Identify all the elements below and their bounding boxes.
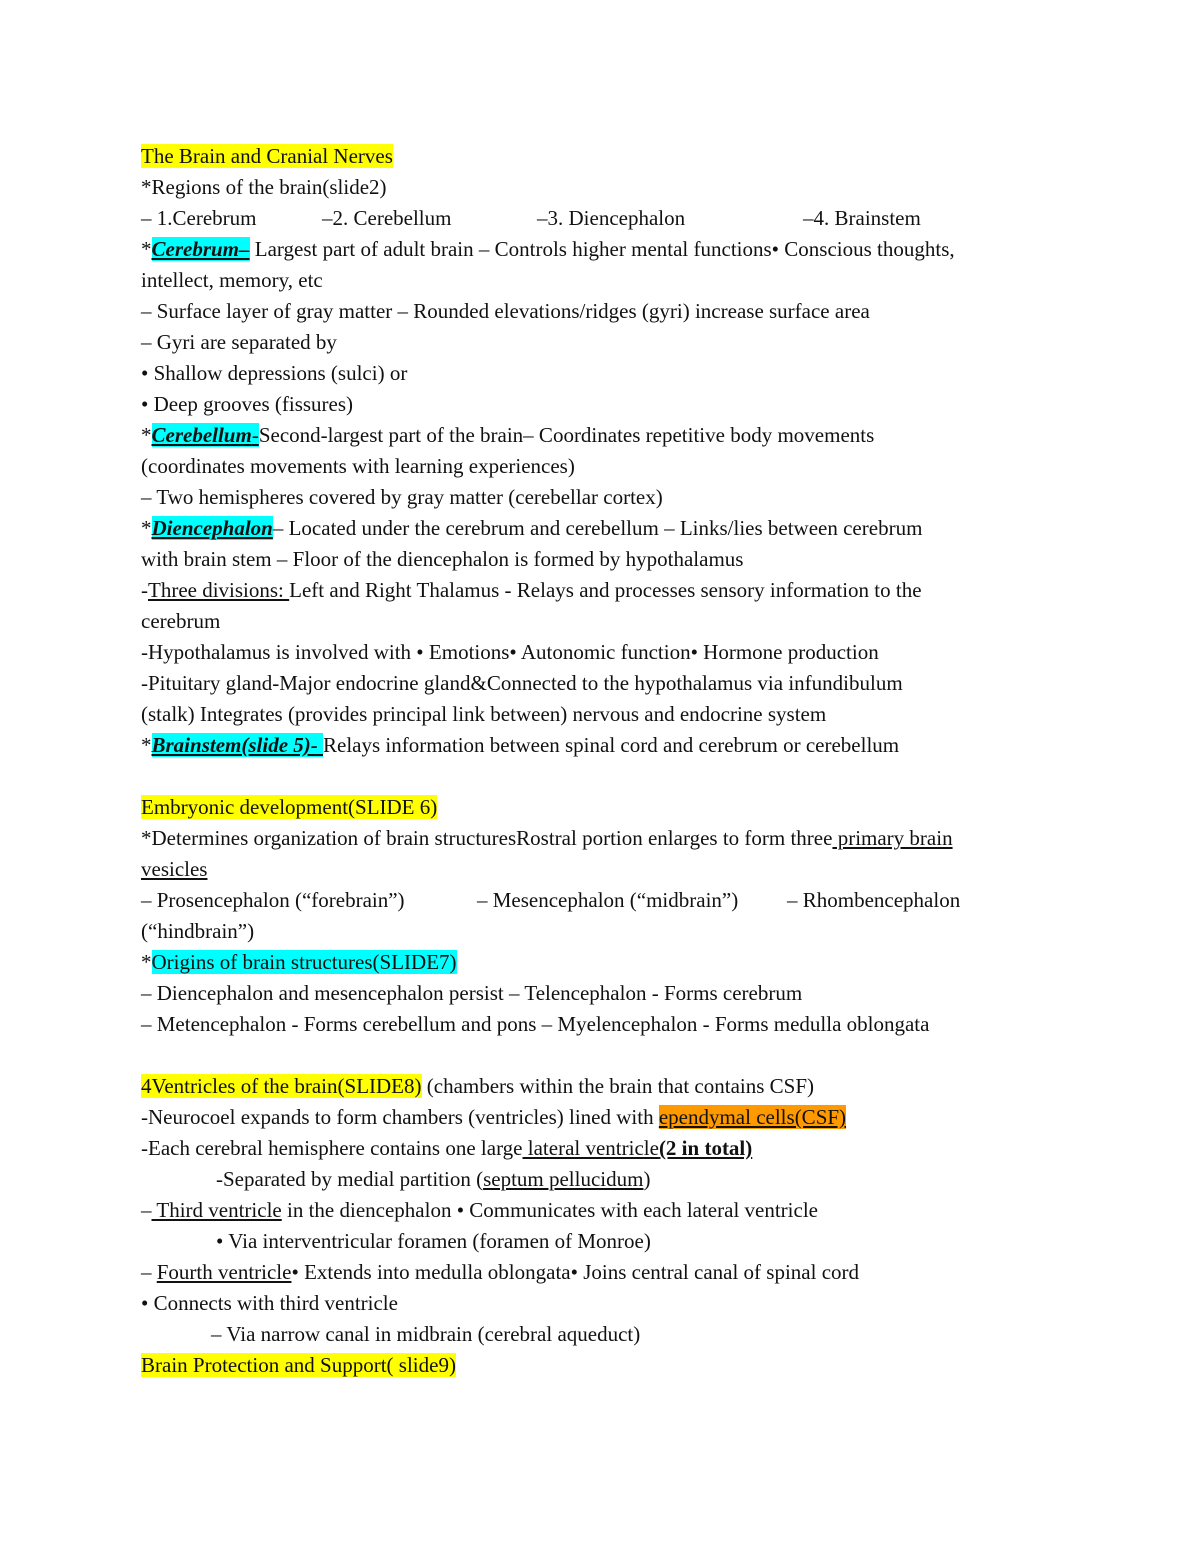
term-dash: - xyxy=(251,423,259,447)
divisions-continued: cerebrum xyxy=(141,609,221,633)
blank-line xyxy=(141,1040,1071,1071)
region-item: –2. Cerebellum xyxy=(322,206,452,230)
third-dash: – xyxy=(141,1198,152,1222)
connects-text: • Connects with third ventricle xyxy=(141,1291,398,1315)
star: * xyxy=(141,950,152,974)
separated-close: ) xyxy=(643,1167,651,1191)
section-title-protection: Brain Protection and Support( slide9) xyxy=(141,1353,456,1377)
sulci-bullet: • Shallow depressions (sulci) or xyxy=(141,361,408,385)
section-title-ventricles: 4Ventricles of the brain(SLIDE8) xyxy=(141,1074,422,1098)
cerebellum-text: Second-largest part of the brain– Coordinates repetitive body movements xyxy=(258,423,875,447)
cerebrum-text: Largest part of adult brain – Controls higher mental functions• Conscious thoughts, xyxy=(249,237,955,261)
regions-heading: *Regions of the brain(slide2) xyxy=(141,175,387,199)
section-title-embryonic: Embryonic development(SLIDE 6) xyxy=(141,795,438,819)
document-body xyxy=(141,141,1071,1381)
pituitary-text: -Pituitary gland-Major endocrine gland&Connected to the hypothalamus via infundibulum xyxy=(141,671,903,695)
septum-text: septum pellucidum xyxy=(483,1167,644,1191)
hindbrain-text: (“hindbrain”) xyxy=(141,919,255,943)
lateral-ventricle-text: lateral ventricle xyxy=(522,1136,659,1160)
metencephalon-text: – Metencephalon - Forms cerebellum and pons – Myelencephalon - Forms medulla oblongata xyxy=(141,1012,930,1036)
blank-line xyxy=(141,761,1071,792)
divisions-dash: - xyxy=(141,578,148,602)
star: * xyxy=(141,423,152,447)
vesicles-text: vesicles xyxy=(141,857,208,881)
section-title-brain: The Brain and Cranial Nerves xyxy=(141,144,393,168)
fissures-bullet: • Deep grooves (fissures) xyxy=(141,392,354,416)
term-diencephalon: Diencephalon xyxy=(151,516,273,540)
neurocoel-text: -Neurocoel expands to form chambers (ventricles) lined with xyxy=(141,1105,659,1129)
via-canal-text: – Via narrow canal in midbrain (cerebral aqueduct) xyxy=(211,1322,641,1346)
fourth-dash: – xyxy=(141,1260,157,1284)
diencephalon-text: – Located under the cerebrum and cerebellum – Links/lies between cerebrum xyxy=(272,516,923,540)
cerebellum-continued: (coordinates movements with learning experiences) xyxy=(141,454,575,478)
hemispheres-text: – Two hemispheres covered by gray matter (cerebellar cortex) xyxy=(141,485,663,509)
cerebrum-continued: intellect, memory, etc xyxy=(141,268,323,292)
gyri-separated-text: – Gyri are separated by xyxy=(141,330,337,354)
region-item: – 1.Cerebrum xyxy=(141,206,257,230)
region-item: –4. Brainstem xyxy=(803,206,921,230)
ependymal-text: ependymal cells(CSF) xyxy=(658,1105,847,1129)
origins-heading: Origins of brain structures(SLIDE7) xyxy=(151,950,457,974)
divisions-label: Three divisions: xyxy=(148,578,290,602)
vesicle-list xyxy=(141,885,1071,916)
brainstem-text: Relays information between spinal cord and cerebrum or cerebellum xyxy=(323,733,900,757)
vesicle-item: – Prosencephalon (“forebrain”) xyxy=(141,888,405,912)
star: * xyxy=(141,516,152,540)
each-hemisphere-text: -Each cerebral hemisphere contains one large xyxy=(141,1136,523,1160)
term-brainstem: Brainstem(slide 5)- xyxy=(151,733,323,757)
determines-text: *Determines organization of brain structuresRostral portion enlarges to form three xyxy=(141,826,833,850)
regions-list xyxy=(141,203,1071,234)
primary-brain-text: primary brain xyxy=(832,826,953,850)
persist-text: – Diencephalon and mesencephalon persist – Telencephalon - Forms cerebrum xyxy=(141,981,803,1005)
fourth-ventricle-desc: • Extends into medulla oblongata• Joins central canal of spinal cord xyxy=(291,1260,860,1284)
third-ventricle-desc: in the diencephalon • Communicates with each lateral ventricle xyxy=(281,1198,818,1222)
term-cerebellum: Cerebellum xyxy=(151,423,252,447)
diencephalon-continued: with brain stem – Floor of the diencephalon is formed by hypothalamus xyxy=(141,547,744,571)
ventricles-subtitle: (chambers within the brain that contains CSF) xyxy=(421,1074,815,1098)
divisions-text: Left and Right Thalamus - Relays and processes sensory information to the xyxy=(289,578,922,602)
hypothalamus-text: -Hypothalamus is involved with • Emotions• Autonomic function• Hormone production xyxy=(141,640,879,664)
term-cerebrum: Cerebrum– xyxy=(151,237,250,261)
vesicle-item: – Rhombencephalon xyxy=(787,888,961,912)
fourth-ventricle-text: Fourth ventricle xyxy=(156,1260,292,1284)
region-item: –3. Diencephalon xyxy=(537,206,686,230)
separated-text: -Separated by medial partition ( xyxy=(216,1167,484,1191)
third-ventricle-text: Third ventricle xyxy=(151,1198,282,1222)
surface-text: – Surface layer of gray matter – Rounded elevations/ridges (gyri) increase surface area xyxy=(141,299,870,323)
star: * xyxy=(141,733,152,757)
pituitary-continued: (stalk) Integrates (provides principal link between) nervous and endocrine system xyxy=(141,702,827,726)
star: * xyxy=(141,237,152,261)
vesicle-item: – Mesencephalon (“midbrain”) xyxy=(477,888,739,912)
via-foramen-text: • Via interventricular foramen (foramen of Monroe) xyxy=(216,1229,651,1253)
two-in-total-text: (2 in total) xyxy=(658,1136,753,1160)
